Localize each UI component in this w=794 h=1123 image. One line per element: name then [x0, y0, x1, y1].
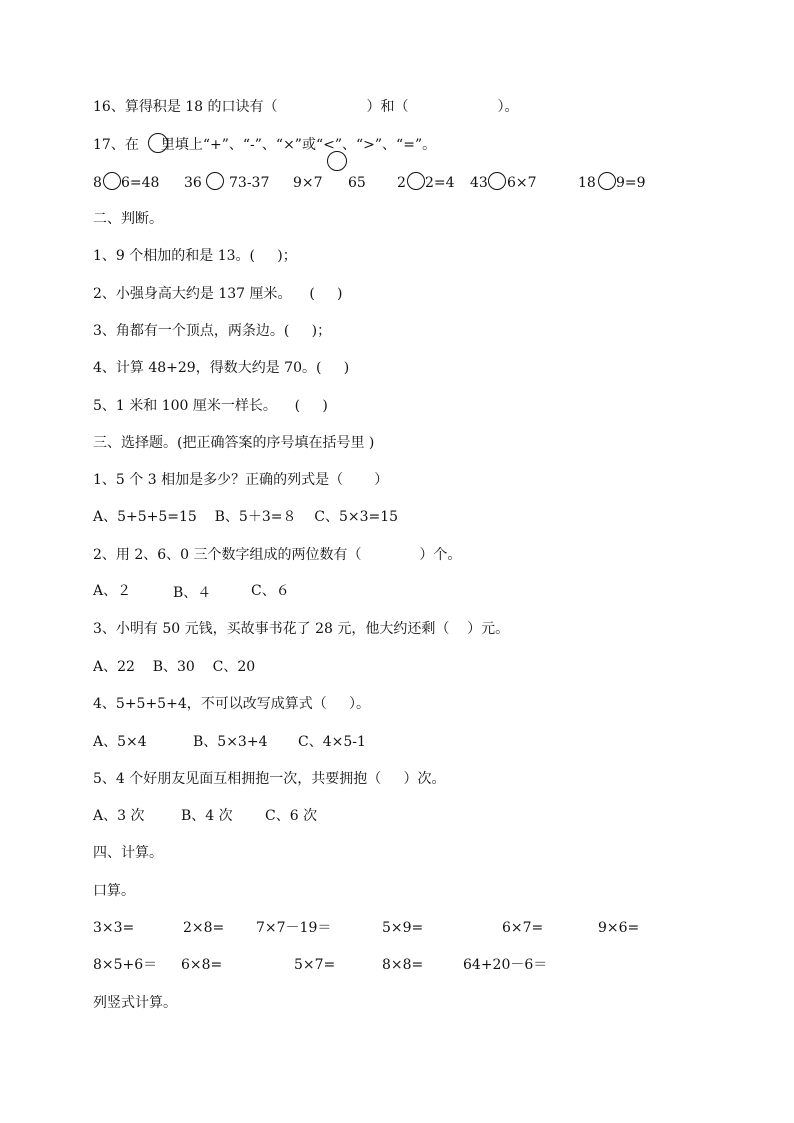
question-17-prefix: 17、在 — [93, 137, 139, 153]
choice-q4-option-c: C、4×5-1 — [298, 734, 366, 750]
vertical-calc-title: 列竖式计算。 — [93, 995, 177, 1011]
blank-circle[interactable] — [206, 172, 224, 190]
calc-item: 9×6= — [598, 920, 640, 936]
expr-2-4: 2=4 — [425, 175, 455, 191]
judge-item-5: 5、1 米和 100 厘米一样长。 ( ) — [93, 398, 328, 414]
expr-8: 8 — [93, 175, 102, 191]
blank-circle — [148, 133, 168, 153]
choice-q1-options: A、5+5+5=15 B、5＋3=８ C、5×3=15 — [93, 509, 399, 525]
expr-6-48: 6=48 — [121, 175, 160, 191]
calc-item: 6×8= — [181, 957, 223, 973]
calc-item: 64+20－6＝ — [463, 957, 548, 973]
choice-q5-option-c: C、6 次 — [265, 808, 318, 824]
section-4-title: 四、计算。 — [93, 845, 163, 861]
blank-circle[interactable] — [598, 172, 616, 190]
choice-q5-option-b: B、4 次 — [181, 808, 233, 824]
blank-circle[interactable] — [103, 172, 121, 190]
choice-q5: 5、4 个好朋友见面互相拥抱一次，共要拥抱（ ）次。 — [93, 771, 446, 787]
judge-item-4: 4、计算 48+29，得数大约是 70。( ) — [93, 360, 350, 376]
blank-circle — [327, 151, 347, 171]
choice-q4-option-a: A、5×4 — [93, 734, 147, 750]
calc-item: 5×9= — [382, 920, 424, 936]
calc-item: 7×7－19＝ — [256, 920, 332, 936]
calc-item: 6×7= — [502, 920, 544, 936]
expr-6x7: 6×7 — [507, 175, 537, 191]
choice-q1: 1、5 个 3 相加是多少？正确的列式是（ ） — [93, 472, 389, 488]
choice-q2-option-c: C、６ — [251, 583, 290, 599]
expr-2: 2 — [397, 175, 406, 191]
choice-q2: 2、用 2、6、0 三个数字组成的两位数有（ ）个。 — [93, 547, 462, 563]
calc-item: 5×7= — [294, 957, 336, 973]
expr-65: 65 — [348, 175, 366, 191]
question-17 — [93, 136, 436, 154]
calc-item: 2×8= — [183, 920, 225, 936]
expr-18: 18 — [578, 175, 596, 191]
blank-circle[interactable] — [407, 172, 425, 190]
choice-q4: 4、5+5+5+4，不可以改写成算式（ ）。 — [93, 696, 370, 712]
choice-q4-option-b: B、5×3+4 — [193, 734, 268, 750]
choice-q3: 3、小明有 50 元钱，买故事书花了 28 元，他大约还剩（ ）元。 — [93, 621, 510, 637]
judge-item-2: 2、小强身高大约是 137 厘米。 ( ) — [93, 286, 343, 302]
choice-q2-option-a: A、２ — [93, 583, 132, 599]
expr-36: 36 — [184, 175, 202, 191]
calc-item: 8×8= — [382, 957, 424, 973]
expr-9-9: 9=9 — [616, 175, 646, 191]
question-17-suffix: 里填上“+”、“-”、“×”或“<”、“>”、“=”。 — [160, 137, 437, 153]
section-3-title: 三、选择题。(把正确答案的序号填在括号里 ) — [93, 435, 375, 451]
oral-calc-title: 口算。 — [93, 883, 135, 899]
calc-item: 3×3= — [93, 920, 135, 936]
question-16: 16、算得积是 18 的口诀有（ ）和（ ）。 — [93, 99, 519, 115]
calc-item: 8×5+6＝ — [93, 957, 158, 973]
expr-9x7: 9×7 — [293, 175, 323, 191]
judge-item-3: 3、角都有一个顶点，两条边。( )； — [93, 323, 332, 339]
choice-q2-option-b: B、４ — [173, 585, 212, 601]
choice-q5-option-a: A、3 次 — [93, 808, 145, 824]
expr-73-37: 73-37 — [229, 175, 270, 191]
choice-q3-options: A、22 B、30 C、20 — [93, 659, 256, 675]
blank-circle[interactable] — [488, 172, 506, 190]
expr-43: 43 — [470, 175, 488, 191]
section-2-title: 二、判断。 — [93, 211, 163, 227]
judge-item-1: 1、9 个相加的和是 13。( )； — [93, 248, 297, 264]
